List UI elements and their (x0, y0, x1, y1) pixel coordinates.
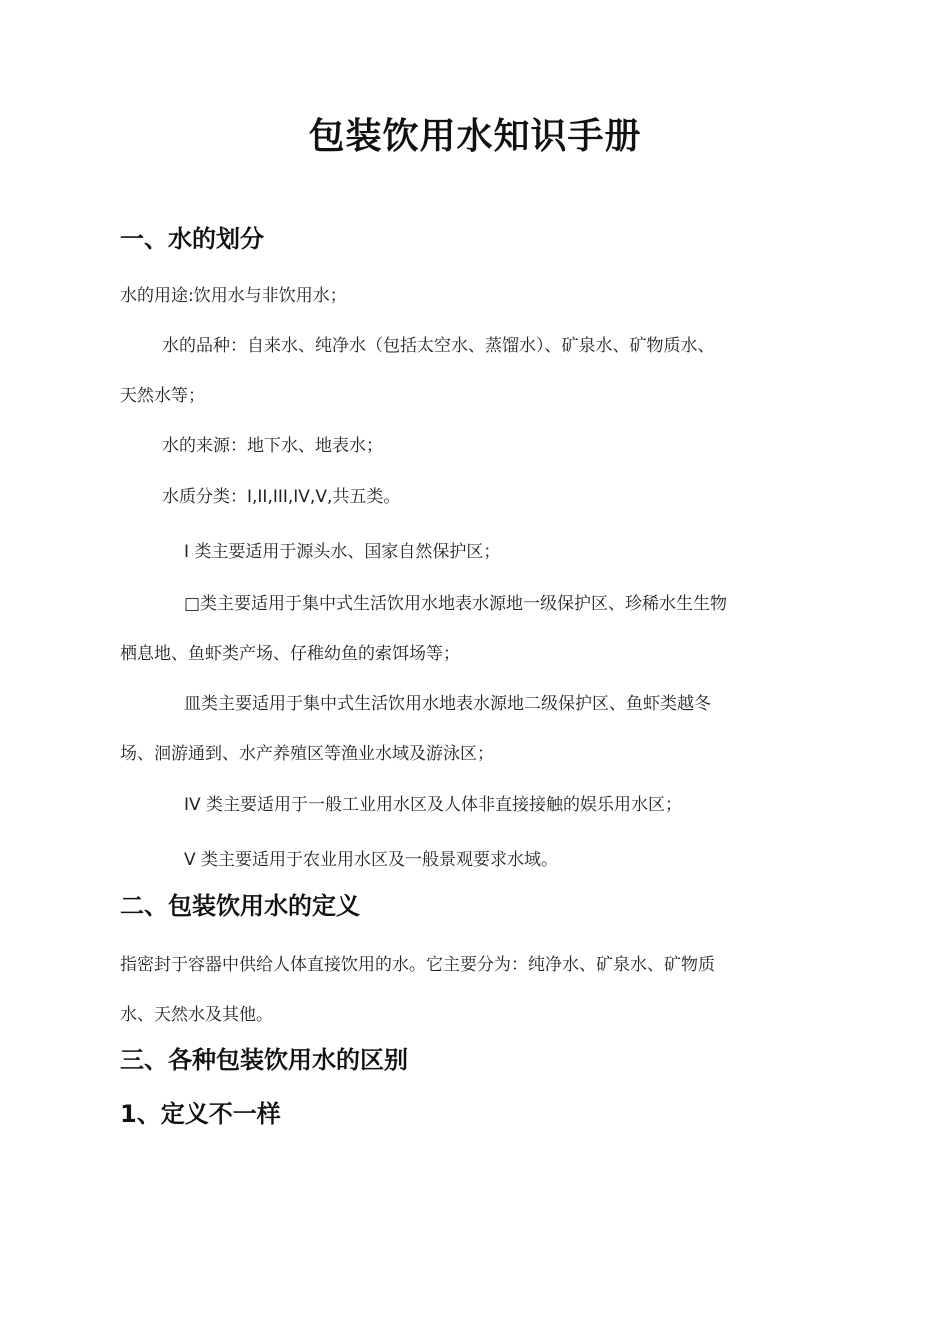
paragraph-water-sources: 水的来源：地下水、地表水； (162, 436, 383, 456)
subheading-definition-differs: 1、定义不一样 (120, 1100, 281, 1128)
paragraph-class-2-line1: □类主要适用于集中式生活饮用水地表水源地一级保护区、珍稀水生生物 (184, 594, 728, 614)
paragraph-water-varieties-line2: 天然水等； (120, 386, 205, 406)
section-heading-definition: 二、包装饮用水的定义 (120, 892, 360, 920)
paragraph-class-3-line2: 场、洄游通到、水产养殖区等渔业水域及游泳区； (120, 744, 494, 764)
paragraph-quality-classes: 水质分类：I,II,III,IV,V,共五类。 (162, 487, 401, 507)
paragraph-definition-line2: 水、天然水及其他。 (120, 1005, 273, 1025)
paragraph-water-varieties-line1: 水的品种：自来水、纯净水（包括太空水、蒸馏水）、矿泉水、矿物质水、 (162, 336, 715, 356)
paragraph-definition-line1: 指密封于容器中供给人体直接饮用的水。它主要分为：纯净水、矿泉水、矿物质 (120, 955, 715, 975)
paragraph-class-2-line2: 栖息地、鱼虾类产场、仔稚幼鱼的索饵场等； (120, 644, 460, 664)
paragraph-water-usage: 水的用途:饮用水与非饮用水； (120, 286, 347, 306)
paragraph-class-1: I 类主要适用于源头水、国家自然保护区； (184, 542, 501, 562)
document-title: 包装饮用水知识手册 (308, 116, 642, 157)
section-heading-differences: 三、各种包装饮用水的区别 (120, 1046, 408, 1074)
section-heading-water-classification: 一、水的划分 (120, 225, 264, 253)
paragraph-class-5: V 类主要适用于农业用水区及一般景观要求水域。 (184, 850, 559, 870)
paragraph-class-3-line1: 皿类主要适用于集中式生活饮用水地表水源地二级保护区、鱼虾类越冬 (184, 694, 711, 714)
paragraph-class-4: IV 类主要适用于一般工业用水区及人体非直接接触的娱乐用水区； (184, 795, 683, 815)
